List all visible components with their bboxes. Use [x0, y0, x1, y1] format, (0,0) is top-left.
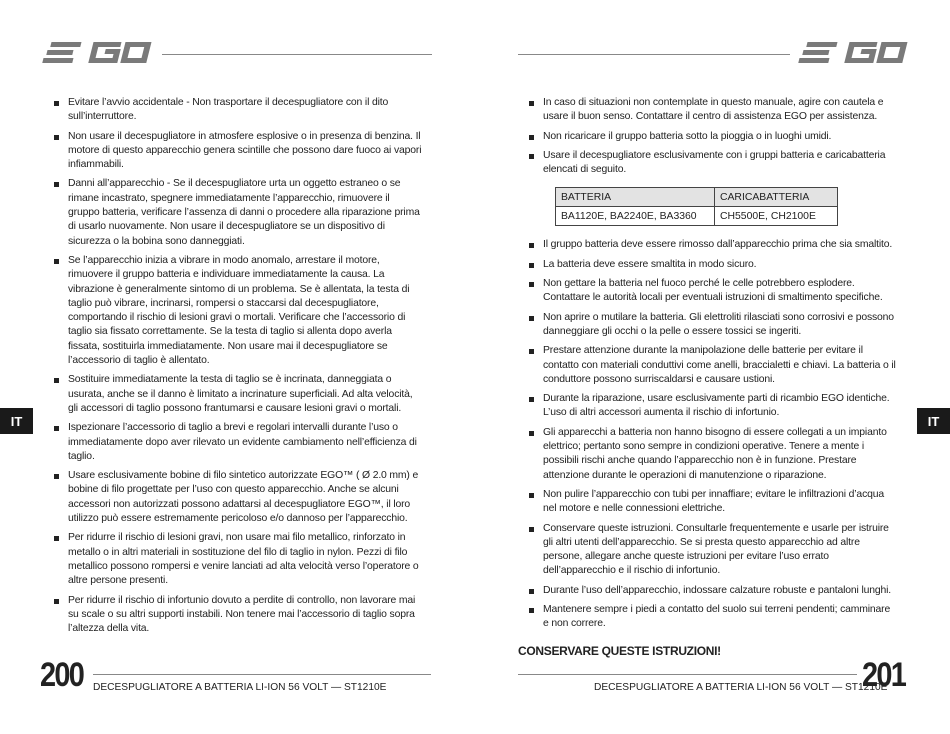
ego-logo-left	[42, 40, 152, 66]
language-tab-left: IT	[0, 408, 33, 434]
list-item: Sostituire immediatamente la testa di taglio se è incrinata, danneggiata o usurata, anche se il danno è limitato a incrinature superficiali. Ad alta velocità, gli accessori di taglio possono frantumarsi e causare lesioni gravi o mortali.	[53, 373, 423, 416]
list-item: Per ridurre il rischio di infortunio dovuto a perdite di controllo, non lavorare mai su scale o su altri supporti instabili. Non tenere mai l’accessorio di taglio sopra l’altezza della vita.	[53, 594, 423, 637]
table-header-row	[556, 188, 838, 207]
table-header-cell: CARICABATTERIA	[715, 188, 838, 207]
footer-title-right: DECESPUGLIATORE A BATTERIA LI-ION 56 VOLT — ST1210E	[594, 682, 888, 693]
table-row	[556, 207, 838, 226]
ego-logo-right	[798, 40, 908, 66]
left-page-content	[53, 96, 423, 641]
conserve-heading: CONSERVARE QUESTE ISTRUZIONI!	[518, 643, 721, 658]
language-tab-right: IT	[917, 408, 950, 434]
list-item: Danni all’apparecchio - Se il decespugliatore urta un oggetto estraneo o se rimane incastrato, spegnere immediatamente l’apparecchio, rimuovere il gruppo batteria, verificare l’assenza di danni o procedere alla riparazione prima di usarlo nuovamente. Non usare il decespugliatore se un dispositivo di sicurezza o la bobina sono danneggiati.	[53, 177, 423, 248]
footer-rule-left	[93, 674, 431, 675]
header-rule-right	[518, 54, 790, 55]
list-item: Prestare attenzione durante la manipolazione delle batterie per evitare il contatto con materiali conduttivi come anelli, braccialetti e chiavi. La batteria o il conduttore possono surriscaldarsi e causare ustioni.	[528, 344, 898, 387]
table-cell: CH5500E, CH2100E	[715, 207, 838, 226]
list-item: Mantenere sempre i piedi a contatto del suolo sui terreni pendenti; camminare e non correre.	[528, 603, 898, 632]
list-item: Usare esclusivamente bobine di filo sintetico autorizzate EGO™ ( Ø 2.0 mm) e bobine di filo progettate per l’uso con questo apparecchio. Anche se alcuni accessori non autorizzati possono adattarsi al decespugliatore EGO™, il loro utilizzo può essere estremamente pericoloso e/o dannoso per l’apparecchio.	[53, 469, 423, 526]
list-item: Usare il decespugliatore esclusivamente con i gruppi batteria e caricabatteria elencati di seguito.	[528, 149, 898, 178]
table-cell: BA1120E, BA2240E, BA3360	[556, 207, 715, 226]
list-item: Evitare l’avvio accidentale - Non trasportare il decespugliatore con il dito sull’interruttore.	[53, 96, 423, 125]
header-rule-left	[162, 54, 432, 55]
battery-charger-table	[555, 187, 838, 226]
right-bullet-list-bottom	[528, 238, 898, 631]
page-number-right: 201	[862, 656, 906, 694]
list-item: Il gruppo batteria deve essere rimosso dall’apparecchio prima che sia smaltito.	[528, 238, 898, 252]
footer-title-left: DECESPUGLIATORE A BATTERIA LI-ION 56 VOLT — ST1210E	[93, 682, 387, 693]
list-item: Non ricaricare il gruppo batteria sotto la pioggia o in luoghi umidi.	[528, 130, 898, 144]
list-item: La batteria deve essere smaltita in modo sicuro.	[528, 258, 898, 272]
list-item: Non usare il decespugliatore in atmosfere esplosive o in presenza di benzina. Il motore di questo apparecchio genera scintille che possono dare fuoco ai vapori infiammabili.	[53, 130, 423, 173]
list-item: Gli apparecchi a batteria non hanno bisogno di essere collegati a un impianto elettrico; pertanto sono sempre in condizioni operative. Tenere a mente i possibili rischi anche quando l’apparecchio non è in funzione. Prestare attenzione durante le operazioni di manutenzione o riparazione.	[528, 426, 898, 483]
right-bullet-list-top	[528, 96, 898, 177]
list-item: Per ridurre il rischio di lesioni gravi, non usare mai filo metallico, rinforzato in metallo o in altri materiali in sostituzione del filo di taglio in nylon. Pezzi di filo metallico possono rompersi e venire lanciati ad alta velocità verso l’operatore o altre persone presenti.	[53, 531, 423, 588]
right-page-content	[518, 96, 898, 658]
list-item: Non gettare la batteria nel fuoco perché le celle potrebbero esplodere. Contattare le autorità locali per eventuali istruzioni di smaltimento specifiche.	[528, 277, 898, 306]
left-bullet-list	[53, 96, 423, 636]
list-item: Durante l’uso dell’apparecchio, indossare calzature robuste e pantaloni lunghi.	[528, 584, 898, 598]
list-item: Durante la riparazione, usare esclusivamente parti di ricambio EGO identiche. L’uso di altri accessori aumenta il rischio di infortunio.	[528, 392, 898, 421]
list-item: Non pulire l’apparecchio con tubi per innaffiare; evitare le infiltrazioni d’acqua nel motore e nelle connessioni elettriche.	[528, 488, 898, 517]
page-number-left: 200	[40, 656, 84, 694]
list-item: Conservare queste istruzioni. Consultarle frequentemente e usarle per istruire gli altri utenti dell’apparecchio. Se si presta questo apparecchio ad altre persone, allegare anche queste istruzioni per evitare l’uso errato dell’apparecchio e il rischio di infortunio.	[528, 522, 898, 579]
footer-rule-right	[518, 674, 857, 675]
list-item: Ispezionare l’accessorio di taglio a brevi e regolari intervalli durante l’uso o immediatamente dopo aver rilevato un evidente cambiamento nell’efficienza di taglio.	[53, 421, 423, 464]
table-header-cell: BATTERIA	[556, 188, 715, 207]
list-item: Se l’apparecchio inizia a vibrare in modo anomalo, arrestare il motore, rimuovere il gruppo batteria e individuare immediatamente la causa. La vibrazione è generalmente sintomo di un problema. Se è allentata, la testa di taglio può vibrare, incrinarsi, rompersi o staccarsi dal decespugliatore, comportando il rischio di lesioni gravi o mortali. Verificare che l’accessorio di taglio sia fissato correttamente. Se la testa di taglio si allenta dopo averla fissata, sostituirla immediatamente. Non usare mai il decespugliatore se l’accessorio di taglio è allentato.	[53, 254, 423, 368]
list-item: In caso di situazioni non contemplate in questo manuale, agire con cautela e usare il buon senso. Contattare il centro di assistenza EGO per assistenza.	[528, 96, 898, 125]
list-item: Non aprire o mutilare la batteria. Gli elettroliti rilasciati sono corrosivi e possono danneggiare gli occhi o la pelle o essere tossici se ingeriti.	[528, 311, 898, 340]
